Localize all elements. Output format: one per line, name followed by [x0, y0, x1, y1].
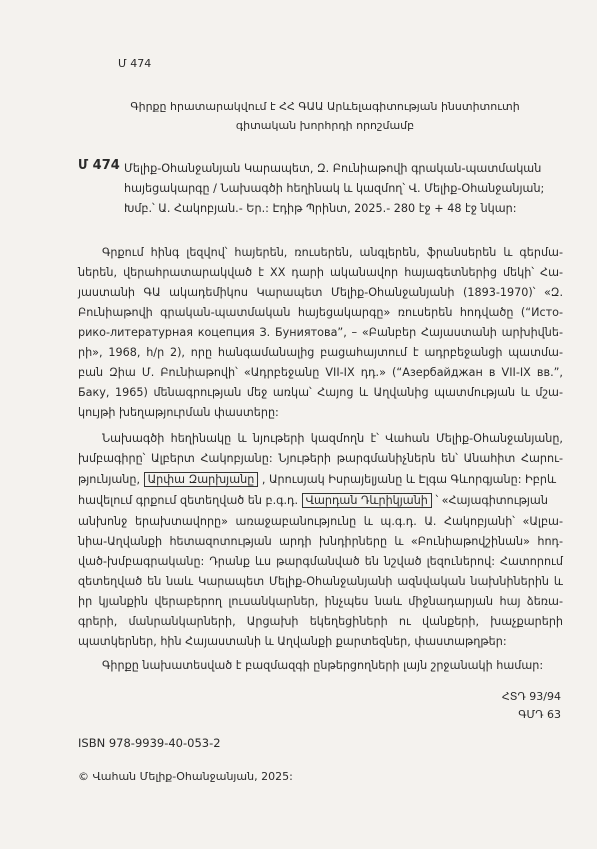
p3-line: Գիրքը նախատեսված է բազմազգի ընթերցողների լայն շրջանակի համար:	[102, 659, 544, 672]
p2-text: հավելում գրքում զետեղված են բ.գ.դ.	[78, 494, 299, 507]
p1-line: Գրքում հինգ լեզվով՝ հայերեն, ռուսերեն, անգլերեն, ֆրանսերեն և գերմա-	[102, 246, 563, 259]
isbn: ISBN 978-9939-40-053-2	[78, 736, 221, 750]
highlighted-name-box: Արփա Զարխյանը	[144, 472, 259, 487]
p2-line: Նախագծի հեղինակը և նյութերի կազմողն է՝ Վահան Մելիք-Օհանջանյանը,	[102, 432, 563, 445]
p2-line: զետեղված են նաև Կարապետ Մելիք-Օհանջանյանի ազնվական նախնիներին և	[78, 575, 563, 588]
p1-line: рико-литературная коцепция З. Буниятова”, – «Բանբեր Հայաստանի արխիվնե-	[78, 326, 563, 339]
p1-line: Баку, 1965) մենագրության մեջ առկա՝ Հայոց և Աղվանից պատմության և մշա-	[78, 386, 563, 399]
catalog-code: Մ 474	[78, 158, 120, 173]
p1-line: ներեն, վերահրատարակված է XX դարի ականավոր հայագետներից մեկի՝ Հա-	[78, 266, 563, 279]
bbk-classification: ԳՄԴ 63	[518, 708, 561, 721]
p2-line: խմբագիրը՝ Ալբերտ Հակոբյանը: Նյութերի թարգմանիչներն են՝ Անահիտ Հարու-	[78, 452, 563, 465]
p1-line: Բունիաթովի գրական-պատմական հայեցակարգը» ռուսերեն հոդվածը (“Исто-	[78, 306, 563, 319]
p2-line: ված-խմբագրականը: Դրանք ևս թարգմանված են նշված լեզուներով: Հատորում	[78, 555, 563, 568]
highlighted-name-box: Վարդան Դևրիկյանի	[302, 493, 432, 508]
p2-line: իր կյանքին վերաբերող լուսանկարներ, ինչպես նաև միջնադարյան հայ ձեռա-	[78, 595, 563, 608]
p1-line: յաստանի ԳԱ ակադեմիկոս Կարապետ Մելիք-Օհանջանյանի (1893-1970)՝ «Զ.	[78, 286, 563, 299]
p2-line: նիա-Աղվանքի հետազոտության արդի խնդիրները և «Բունիաթովշինան» հոդ-	[78, 535, 563, 548]
bib-line-1: Մելիք-Օհանջանյան Կարապետ, Զ. Բունիաթովի գրական-պատմական	[124, 162, 542, 175]
p2-line: գրերի, մանրանկարների, Արցախի եկեղեցիների ու վանքերի, խաչքարերի	[78, 615, 563, 628]
bib-line-3: Խմբ.՝ Ա. Հակոբյան.- Եր.: Էդիթ Պրինտ, 2025.- 280 էջ + 48 էջ նկար:	[124, 202, 517, 215]
p2-text: , Արուսյակ Իսրայելյանը և Էլգա Գևորգյանը: Իբրև	[261, 473, 557, 486]
catalog-code-small: Մ 474	[118, 57, 152, 70]
approval-line-2: գիտական խորհրդի որոշմամբ	[235, 119, 415, 132]
p1-line: կույթի խեղաթյուրման փաստերը:	[78, 406, 279, 419]
p2-line: պատկերներ, հին Հայաստանի և Աղվանքի քարտեզներ, փաստաթղթեր:	[78, 635, 507, 648]
p2-line: անխոնջ երախտավորը» առաջաբանությունը և պ.գ.դ. Ա. Հակոբյանի՝ «Ալբա-	[78, 515, 563, 528]
p1-line: բան Զիա Մ. Բունիաթովի՝ «Ադրբեջանը VII-IX դդ.» (“Азербайджан в VII-IX вв.”,	[78, 366, 563, 379]
approval-line-1: Գիրքը հրատարակվում է ՀՀ ԳԱԱ Արևելագիտության ինստիտուտի	[130, 100, 520, 113]
bib-line-2: հայեցակարգը / Նախագծի հեղինակ և կազմող՝ Վ. Մելիք-Օհանջանյան;	[124, 182, 545, 195]
copyright: © Վահան Մելիք-Օհանջանյան, 2025:	[78, 770, 293, 783]
p1-line: րի», 1968, հ/ր 2), որը հանգամանալից բացահայտում է ադրբեջանցի պատմա-	[78, 346, 563, 359]
p2-text: ՝ «Հայագիտության	[435, 494, 548, 507]
udc-classification: ՀՏԴ 93/94	[501, 690, 561, 703]
p2-text: թյունյանը,	[78, 473, 141, 486]
p2-line-with-box	[78, 491, 563, 511]
p2-line-with-box	[78, 470, 563, 490]
